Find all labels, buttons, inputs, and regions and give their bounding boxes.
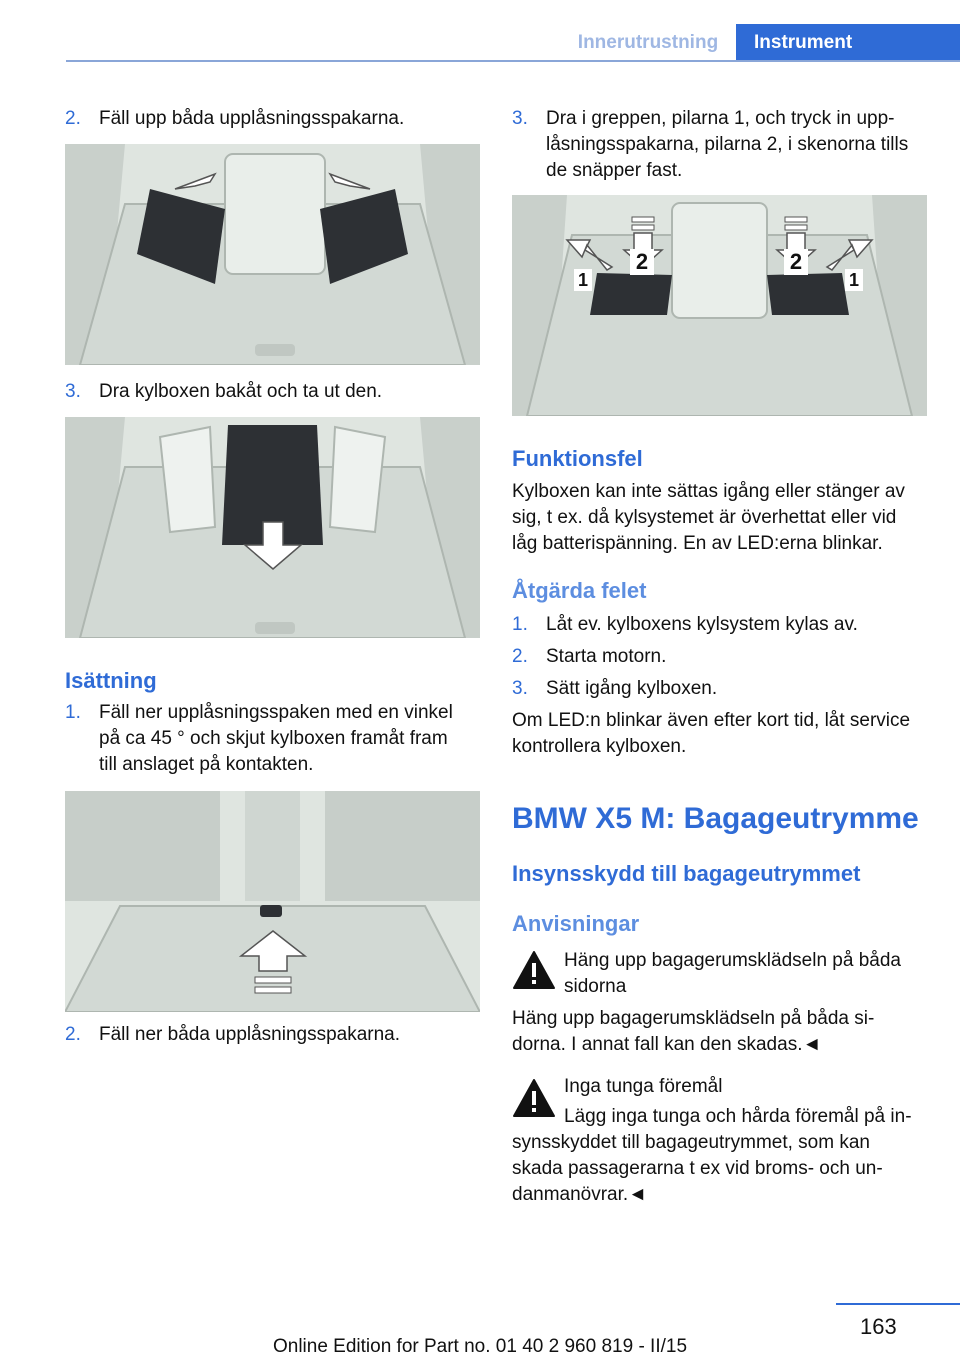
step-text-line: på ca 45 ° och skjut kylboxen framåt fram <box>99 728 448 749</box>
text-line: skada passagerarna t ex vid broms- och un- <box>512 1158 883 1179</box>
text-line: kontrollera kylboxen. <box>512 736 687 757</box>
figure-remove-coolbox <box>65 417 480 638</box>
step-text-line: Fäll ner upplåsningsspaken med en vinkel <box>99 702 453 723</box>
warning-2-body-first: Lägg inga tunga och hårda föremål på in- <box>564 1106 912 1127</box>
notes-heading: Anvisningar <box>512 911 640 936</box>
step-text-line: till anslaget på kontakten. <box>99 754 314 775</box>
step-text: Fäll upp båda upplåsningsspakarna. <box>99 108 405 129</box>
step-text-line: låsningsspakarna, pilarna 2, i skenorna tills <box>546 134 909 155</box>
figure-label: 2 <box>635 249 649 274</box>
malfunction-text <box>512 479 942 557</box>
header-divider <box>66 60 960 62</box>
step-text: Starta motorn. <box>546 646 667 667</box>
warning-triangle-icon <box>512 1078 556 1118</box>
text-line: sig, t ex. då kylsystemet är överhettat eller vid <box>512 507 897 528</box>
text-line: Kylboxen kan inte sättas igång eller stänger av <box>512 481 905 502</box>
warning-triangle-icon <box>512 950 556 990</box>
step-number: 1. <box>512 614 528 635</box>
step-number: 3. <box>512 108 528 129</box>
step-number: 2. <box>65 1024 81 1045</box>
step-number: 2. <box>512 646 528 667</box>
figure-press-levers <box>512 195 927 416</box>
warning-1-body <box>512 1006 942 1058</box>
figure-label: 1 <box>848 270 860 290</box>
header-section: Innerutrustning <box>577 32 719 53</box>
page-number: 163 <box>860 1314 897 1339</box>
step-text: Sätt igång kylboxen. <box>546 678 718 699</box>
warning-2-body <box>512 1130 942 1208</box>
text-line: sidorna <box>564 976 627 997</box>
insertion-heading: Isättning <box>65 668 157 693</box>
header-chapter-tab[interactable]: Instrument <box>736 24 960 61</box>
step-text: Låt ev. kylboxens kylsystem kylas av. <box>546 614 858 635</box>
figure-label: 2 <box>789 249 803 274</box>
text-line: dorna. I annat fall kan den skadas.◄ <box>512 1034 822 1055</box>
text-line: Om LED:n blinkar även efter kort tid, låt service <box>512 710 911 731</box>
step-number: 1. <box>65 702 81 723</box>
step-text-line: Dra i greppen, pilarna 1, och tryck in upp- <box>546 108 895 129</box>
step-number: 2. <box>65 108 81 129</box>
figure-levers-up <box>65 144 480 365</box>
step-text: Dra kylboxen bakåt och ta ut den. <box>99 381 383 402</box>
remedy-note <box>512 708 942 760</box>
subsection-title: Insynsskydd till bagageutrymmet <box>512 861 861 886</box>
edition-footer: Online Edition for Part no. 01 40 2 960 819 - II/15 <box>272 1336 688 1357</box>
remedy-heading: Åtgärda felet <box>512 578 647 603</box>
figure-label: 1 <box>577 270 589 290</box>
figure-insert-coolbox <box>65 791 480 1012</box>
text-line: Häng upp bagagerumsklädseln på båda <box>564 950 901 971</box>
footer-divider <box>836 1303 960 1305</box>
text-line: låg batterispänning. En av LED:erna blinkar. <box>512 533 883 554</box>
step-text: Fäll ner båda upplåsningsspakarna. <box>99 1024 401 1045</box>
step-text-line: de snäpper fast. <box>546 160 683 181</box>
text-line: Häng upp bagagerumsklädseln på båda si- <box>512 1008 875 1029</box>
step-number: 3. <box>65 381 81 402</box>
text-line: synsskyddet till bagageutrymmet, som kan <box>512 1132 870 1153</box>
text-line: danmanövrar.◄ <box>512 1184 647 1205</box>
warning-1-title <box>564 948 944 1000</box>
step-number: 3. <box>512 678 528 699</box>
warning-2-title: Inga tunga föremål <box>564 1076 723 1097</box>
malfunction-heading: Funktionsfel <box>512 446 643 471</box>
section-title: BMW X5 M: Bagageutrymme <box>512 802 919 835</box>
